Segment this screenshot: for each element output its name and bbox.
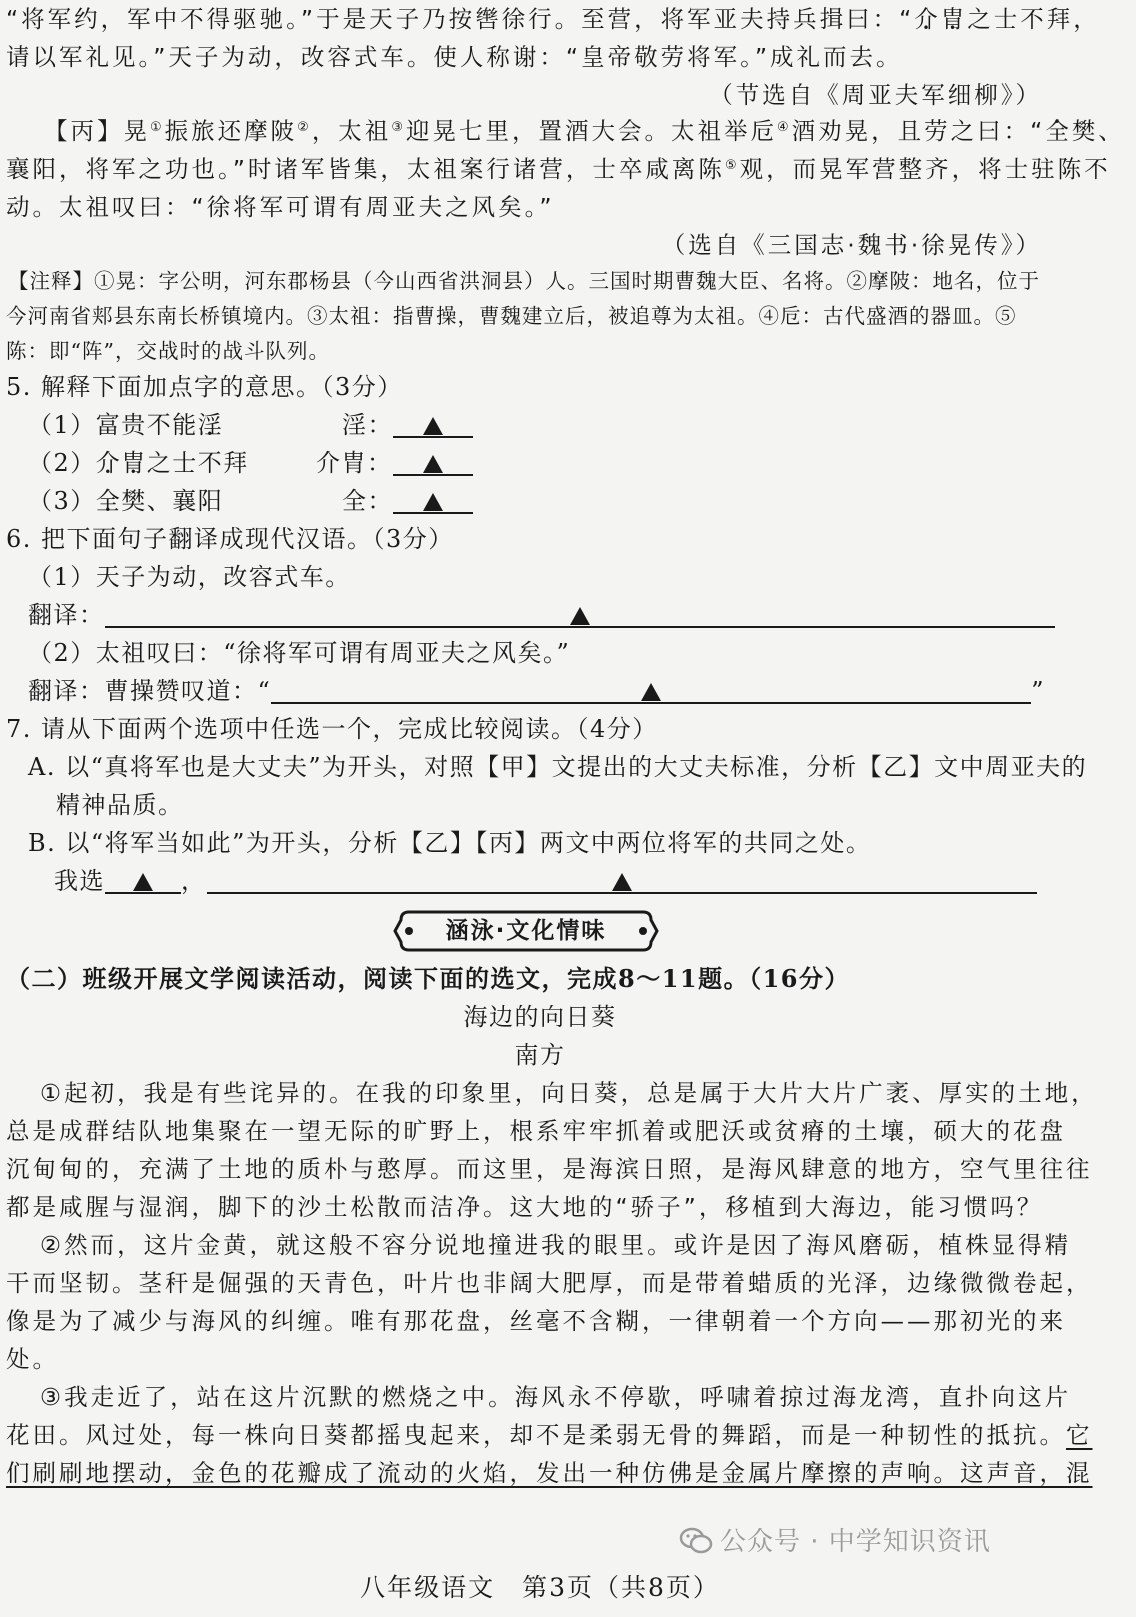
article-author: 南方 (514, 1041, 566, 1069)
article-title: 海边的向日葵 (463, 1003, 617, 1031)
q6-title: 6. 把下面句子翻译成现代汉语。（3分） (6, 525, 454, 553)
bing-line-1: 【丙】晃①振旅还摩陂②，太祖③迎晃七里，置酒大会。太祖举卮④酒劝晃，且劳之曰：“全樊、 (44, 117, 1125, 145)
q5-item-1: （1）富贵不能淫 (28, 411, 224, 439)
q5-item-3: （3）全樊、襄阳 (28, 487, 224, 515)
jia-line-2: 请以军礼见。”天子为动，改容式车。使人称谢：“皇帝敬劳将军。”成礼而去。 (6, 43, 903, 71)
answer-mark-icon (641, 683, 661, 701)
page-footer: 八年级语文 第3页（共8页） (360, 1573, 720, 1602)
para-2-line-3: 像是为了减少与海风的纠缠。唯有那花盘，丝毫不含糊，一律朝着一个方向——那初光的来 (6, 1307, 1066, 1335)
answer-mark-icon (133, 873, 153, 891)
notes-line-1: 【注释】①晃：字公明，河东郡杨县（今山西省洪洞县）人。三国时期曹魏大臣、名将。②摩陂：地名，位于 (8, 269, 1040, 293)
q5-title: 5. 解释下面加点字的意思。（3分） (6, 373, 403, 401)
para-3-line-1: ③我走近了，站在这片沉默的燃烧之中。海风永不停歇，呼啸着掠过海龙湾，直扑向这片 (40, 1383, 1072, 1411)
answer-mark-icon (570, 607, 590, 625)
notes-line-2: 今河南省郏县东南长桥镇境内。③太祖：指曹操，曹魏建立后，被追尊为太祖。④卮：古代盛酒的器皿。⑤ (6, 304, 1017, 328)
watermark (680, 1522, 991, 1562)
q6-sentence-1: （1）天子为动，改容式车。 (28, 563, 351, 591)
q5-answer-1[interactable]: 淫： (342, 406, 542, 444)
para-1-line-4: 都是咸腥与湿润，脚下的沙土松散而洁净。这大地的“骄子”，移植到大海边，能习惯吗？ (6, 1193, 1044, 1221)
para-3-line-2: 花田。风过处，每一株向日葵都摇曳起来，却不是柔弱无骨的舞蹈，而是一种韧性的抵抗。它 (6, 1421, 1093, 1449)
bing-line-3: 动。太祖叹曰：“徐将军可谓有周亚夫之风矣。” (6, 193, 555, 221)
wechat-icon (680, 1527, 712, 1555)
q6-translation-2[interactable]: 翻译：曹操赞叹道：“ ” (28, 677, 1046, 705)
q7-option-b: B. 以“将军当如此”为开头，分析【乙】【丙】两文中两位将军的共同之处。 (28, 829, 872, 857)
answer-mark-icon (423, 417, 443, 435)
q7-choice-row[interactable]: 我选 ， (54, 862, 1134, 900)
para-3-line-3: 们刷刷地摆动，金色的花瓣成了流动的火焰，发出一种仿佛是金属片摩擦的声响。这声音，混 (6, 1459, 1093, 1487)
banner-label: 涵泳·文化情味 (445, 918, 607, 944)
para-1-line-3: 沉甸甸的，充满了土地的质朴与憨厚。而这里，是海滨日照，是海风肆意的地方，空气里往往 (6, 1155, 1093, 1183)
q7-option-a-line-2: 精神品质。 (56, 791, 184, 819)
q5-answer-2[interactable]: 介胄： (316, 444, 536, 482)
bing-line-2: 襄阳，将军之功也。”时诸军皆集，太祖案行诸营，士卒咸离陈⑤观，而晃军营整齐，将士驻陈不 (6, 155, 1111, 183)
jia-line-1: “将军约，军中不得驱驰。”于是天子乃按辔徐行。至营，将军亚夫持兵揖曰：“介胄之士不拜， (6, 5, 1100, 33)
q5-item-2: （2）介胄之士不拜 (28, 449, 249, 477)
q6-translation-1[interactable]: 翻译： (28, 596, 1108, 634)
para-1-line-2: 总是成群结队地集聚在一望无际的旷野上，根系牢牢抓着或肥沃或贫瘠的土壤，硕大的花盘 (6, 1117, 1066, 1145)
bing-source: （选自《三国志·魏书·徐晃传》） (661, 231, 1042, 259)
watermark-text: 公众号 · 中学知识资讯 (720, 1527, 991, 1557)
answer-mark-icon (423, 493, 443, 511)
q7-title: 7. 请从下面两个选项中任选一个，完成比较阅读。（4分） (6, 715, 658, 743)
answer-mark-icon (423, 455, 443, 473)
para-1-line-1: ①起初，我是有些诧异的。在我的印象里，向日葵，总是属于大片大片广袤、厚实的土地， (40, 1079, 1098, 1107)
section-banner (395, 908, 657, 954)
notes-line-3: 陈：即“阵”，交战时的战斗队列。 (6, 339, 330, 363)
para-2-line-2: 干而坚韧。茎秆是倔强的天青色，叶片也非阔大肥厚，而是带着蜡质的光泽，边缘微微卷起， (6, 1269, 1093, 1297)
answer-mark-icon (612, 873, 632, 891)
q5-answer-3[interactable]: 全： (342, 482, 542, 520)
para-2-line-1: ②然而，这片金黄，就这般不容分说地撞进我的眼里。或许是因了海风磨砺，植株显得精 (40, 1231, 1072, 1259)
section2-title: （二）班级开展文学阅读活动，阅读下面的选文，完成8～11题。（16分） (6, 964, 850, 993)
q7-option-a-line-1: A. 以“真将军也是大丈夫”为开头，对照【甲】文提出的大丈夫标准，分析【乙】文中周亚夫的 (28, 753, 1088, 781)
para-2-line-4: 处。 (6, 1345, 59, 1373)
q6-sentence-2: （2）太祖叹曰：“徐将军可谓有周亚夫之风矣。” (28, 639, 571, 667)
jia-source: （节选自《周亚夫军细柳》） (709, 81, 1042, 109)
